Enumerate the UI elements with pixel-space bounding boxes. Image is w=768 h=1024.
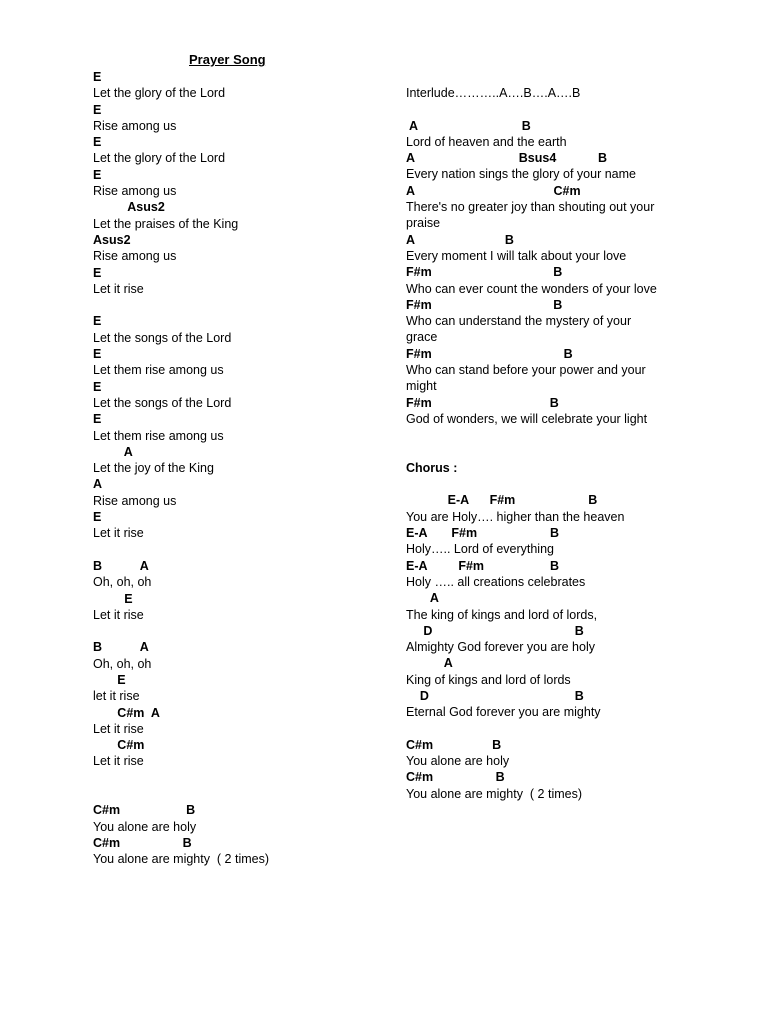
lyric-line: You are Holy…. higher than the heaven <box>406 509 625 524</box>
chord-line: E <box>93 510 102 525</box>
chord-line: E-A F#m B <box>406 558 560 573</box>
lyric-line: You alone are mighty ( 2 times) <box>93 852 270 867</box>
spacer <box>93 786 393 802</box>
lyric-line: Who can stand before your power and your <box>406 363 646 378</box>
spacer <box>93 770 393 786</box>
lyric-line: Rise among us <box>93 493 177 508</box>
lyric-line: Let the songs of the Lord <box>93 395 232 410</box>
spacer <box>93 297 393 313</box>
lyric-line: There's no greater joy than shouting out your <box>406 200 655 215</box>
chord-line: E-A F#m B <box>406 493 598 508</box>
chord-line: A <box>406 656 453 671</box>
chord-line: A <box>406 591 439 606</box>
lyric-line: Oh, oh, oh <box>93 656 152 671</box>
chord-line: E-A F#m B <box>406 526 560 541</box>
lyric-line: Rise among us <box>93 249 177 264</box>
chord-line: F#m B <box>406 297 563 312</box>
chord-line: E <box>93 70 102 84</box>
lyric-line: King of kings and lord of lords <box>406 672 571 687</box>
spacer <box>406 476 706 492</box>
lyric-line: Let the praises of the King <box>93 216 239 231</box>
lyric-line: Let it rise <box>93 526 144 541</box>
lyric-line: praise <box>406 216 441 231</box>
lyric-line: let it rise <box>93 689 140 704</box>
chord-line: E <box>93 347 102 362</box>
chord-line: E <box>93 102 102 117</box>
lyric-line: Let it rise <box>93 281 144 296</box>
chord-line: C#m <box>93 738 145 753</box>
left-column <box>93 69 393 868</box>
lyric-line: Every nation sings the glory of your name <box>406 167 636 182</box>
chord-line: A C#m <box>406 183 581 198</box>
lyric-line: might <box>406 379 437 394</box>
chord-line: C#m B <box>93 803 196 818</box>
lyric-line: Who can ever count the wonders of your love <box>406 281 657 296</box>
chord-line: C#m B <box>93 835 192 850</box>
lyric-line: The king of kings and lord of lords, <box>406 607 598 622</box>
spacer <box>406 101 706 117</box>
lyric-line: Lord of heaven and the earth <box>406 134 567 149</box>
spacer <box>93 542 393 558</box>
lyric-line: You alone are holy <box>406 754 510 769</box>
chord-line: E <box>93 167 102 182</box>
lyric-line: Almighty God forever you are holy <box>406 640 595 655</box>
song-title: Prayer Song <box>189 52 266 67</box>
lyric-line: Let the glory of the Lord <box>93 86 226 101</box>
chord-line: A B <box>406 232 514 247</box>
lyric-line: Let it rise <box>93 607 144 622</box>
lyric-line: Every moment I will talk about your love <box>406 248 627 263</box>
chord-line: A Bsus4 B <box>406 151 607 166</box>
chord-line: E <box>93 412 102 427</box>
right-column <box>406 85 706 802</box>
chord-line: A <box>93 477 103 492</box>
spacer <box>406 721 706 737</box>
chord-line: E <box>93 265 102 280</box>
chord-line: C#m B <box>406 737 502 752</box>
lyric-line: Let them rise among us <box>93 428 224 443</box>
chord-line: F#m B <box>406 395 559 410</box>
chord-line: C#m A <box>93 705 160 720</box>
lyric-line: Let it rise <box>93 721 144 736</box>
lyric-line: You alone are holy <box>93 819 197 834</box>
chord-line: E <box>93 672 126 687</box>
chord-line: F#m B <box>406 265 563 280</box>
lyric-line: You alone are mighty ( 2 times) <box>406 786 583 801</box>
lyric-line: Let it rise <box>93 754 144 769</box>
lyric-line: Eternal God forever you are mighty <box>406 705 601 720</box>
chord-line: D B <box>406 688 584 703</box>
lyric-line: Holy….. Lord of everything <box>406 542 554 557</box>
chord-line: B A <box>93 640 149 655</box>
chord-line: D B <box>406 623 584 638</box>
lyric-line: Let the glory of the Lord <box>93 151 226 166</box>
chord-line: Asus2 <box>93 232 131 247</box>
lyric-line: Rise among us <box>93 184 177 199</box>
lyric-line: Interlude………..A….B….A….B <box>406 86 581 100</box>
chord-line: E <box>93 379 102 394</box>
chord-line: E <box>93 314 102 329</box>
spacer <box>406 427 706 443</box>
lyric-line: Holy ….. all creations celebrates <box>406 574 586 589</box>
spacer <box>93 623 393 639</box>
chord-line: Asus2 <box>93 200 165 215</box>
lyric-line: Rise among us <box>93 118 177 133</box>
chord-line: E <box>93 591 133 606</box>
lyric-line: grace <box>406 330 438 345</box>
lyric-line: Let the joy of the King <box>93 461 214 476</box>
lyric-line: Who can understand the mystery of your <box>406 314 632 329</box>
chord-line: A B <box>406 118 531 133</box>
spacer <box>406 444 706 460</box>
chord-line: E <box>93 135 102 150</box>
chord-line: Chorus : <box>406 460 458 475</box>
chord-line: F#m B <box>406 346 573 361</box>
lyric-line: Let them rise among us <box>93 363 224 378</box>
chord-line: B A <box>93 558 149 573</box>
lyric-line: Let the songs of the Lord <box>93 330 232 345</box>
chord-line: A <box>93 444 133 459</box>
lyric-line: God of wonders, we will celebrate your light <box>406 411 648 426</box>
lyric-line: Oh, oh, oh <box>93 575 152 590</box>
chord-line: C#m B <box>406 770 505 785</box>
